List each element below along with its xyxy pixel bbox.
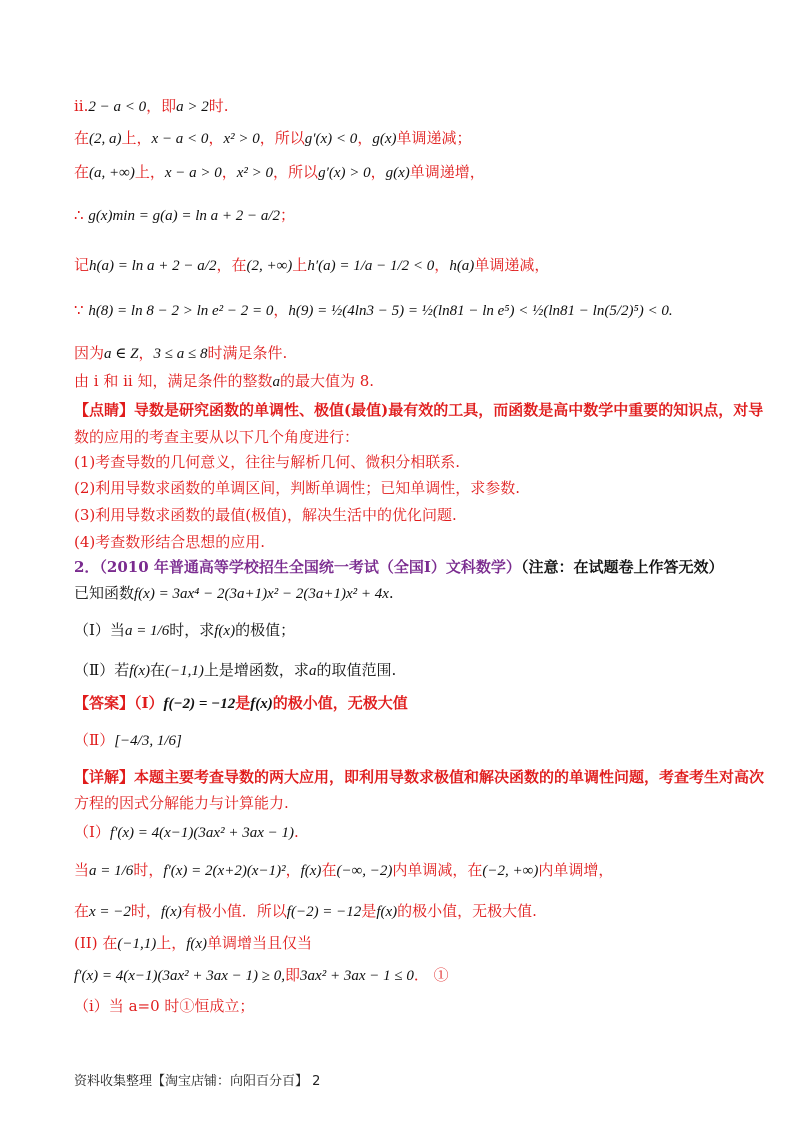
text-segment: （Ⅰ）当 <box>74 621 125 639</box>
math-expression: 3ax² + 3ax − 1 ≤ 0 <box>300 968 414 984</box>
text-segment: ， <box>434 256 450 274</box>
text-segment: ， <box>370 163 386 181</box>
math-expression: f(−2) = −12 <box>163 696 236 712</box>
math-expression: h(a) = ln a + 2 − a/2 <box>89 258 217 274</box>
text-line <box>74 205 295 226</box>
text-line <box>74 557 723 577</box>
text-segment: ，所以 <box>259 129 305 147</box>
math-expression: h(9) = ½(4ln3 − 5) = ½(ln81 − ln e⁵) < ½(ln81 − ln(5/2)⁵) < 0. <box>288 303 673 319</box>
text-segment: ， <box>357 129 373 147</box>
page-footer: 资料收集整理【淘宝店铺：向阳百分百】 2 <box>74 1074 321 1089</box>
text-segment: 因为 <box>74 344 105 362</box>
text-segment: 内单调增， <box>538 861 614 879</box>
text-segment: 时满足条件. <box>207 344 288 362</box>
math-expression: x² > 0 <box>236 165 274 181</box>
text-segment: ， <box>221 163 237 181</box>
text-segment: （注意：在试题卷上作答无效） <box>520 558 724 576</box>
math-expression: g(x) <box>385 165 410 181</box>
math-expression: f′(x) = 2(x+2)(x−1)² <box>163 863 286 879</box>
math-expression: 3 ≤ a ≤ 8 <box>153 346 208 362</box>
text-line <box>74 901 537 922</box>
text-line <box>74 255 549 276</box>
text-line <box>74 478 520 498</box>
text-segment: ， <box>208 129 224 147</box>
math-expression: f(x) <box>160 904 182 920</box>
text-segment: 在 <box>150 661 166 679</box>
math-expression: a > 2 <box>176 99 209 115</box>
text-segment: 是 <box>235 694 251 712</box>
text-segment: 单调递增， <box>409 163 485 181</box>
math-expression: f(x) <box>186 936 208 952</box>
text-line <box>74 822 299 843</box>
text-segment: 时，求 <box>169 621 215 639</box>
text-segment: 时， <box>133 861 164 879</box>
text-segment: ， <box>138 344 154 362</box>
text-line <box>74 965 449 986</box>
math-expression: (−1,1) <box>165 663 204 679</box>
math-expression: (a, +∞) <box>89 165 135 181</box>
text-segment: 【点睛】导数是研究函数的单调性、极值(最值)最有效的工具，而函数是高中数学中重要的知识点，对导 <box>74 401 764 419</box>
text-segment: 是 <box>361 902 377 920</box>
text-segment: 方程的因式分解能力与计算能力. <box>74 794 289 812</box>
math-expression: (2, a) <box>89 131 122 147</box>
text-segment: ，所以 <box>273 163 319 181</box>
text-segment: 由 i 和 ii 知，满足条件的整数 <box>74 372 273 390</box>
math-expression: f(−2) = −12 <box>286 904 362 920</box>
text-segment: ，在 <box>216 256 247 274</box>
math-expression: f(x) = 3ax⁴ − 2(3a+1)x² − 2(3a+1)x² + 4x <box>134 586 389 602</box>
text-segment: 记 <box>74 256 90 274</box>
text-segment: 单调增当且仅当 <box>207 934 313 952</box>
text-segment: (II) 在 <box>74 934 118 952</box>
text-segment: 上， <box>134 163 165 181</box>
text-line <box>74 343 287 364</box>
math-expression: f(x) <box>376 904 398 920</box>
text-segment: ii. <box>74 97 89 115</box>
math-expression: (−∞, −2) <box>336 863 393 879</box>
math-expression: h(8) = ln 8 − 2 > ln e² − 2 = 0 <box>88 303 274 319</box>
text-segment: (4)考查数形结合思想的应用. <box>74 533 266 551</box>
math-expression: a <box>308 663 317 679</box>
text-line <box>74 452 460 472</box>
text-segment: 的极小值，无极大值. <box>397 902 537 920</box>
math-expression: f(x) <box>300 863 322 879</box>
text-segment: ∵ <box>74 301 89 319</box>
text-segment: 在 <box>74 129 90 147</box>
text-segment: (2)利用导数求函数的单调区间，判断单调性；已知单调性，求参数. <box>74 479 521 497</box>
text-segment: (3)利用导数求函数的最值(极值)，解决生活中的优化问题. <box>74 506 457 524</box>
text-segment: . <box>388 584 394 602</box>
text-segment: 上， <box>121 129 152 147</box>
math-expression: g′(x) > 0 <box>318 165 371 181</box>
text-segment: 有极小值．所以 <box>181 902 287 920</box>
text-line <box>74 128 472 149</box>
text-segment: 上， <box>156 934 187 952</box>
math-expression: g(x)min = g(a) = ln a + 2 − a/2 <box>88 208 281 224</box>
text-line <box>74 532 265 552</box>
text-segment: ∴ <box>74 206 89 224</box>
text-line <box>74 620 295 641</box>
math-expression: h′(a) = 1/a − 1/2 < 0 <box>307 258 435 274</box>
text-line <box>74 660 396 681</box>
text-segment: ． ① <box>413 966 449 984</box>
text-segment: 已知函数 <box>74 584 135 602</box>
math-expression: x − a > 0 <box>164 165 222 181</box>
text-line <box>74 400 763 420</box>
text-segment: ； <box>280 206 296 224</box>
text-line <box>74 96 229 117</box>
text-segment: ， <box>285 861 301 879</box>
text-segment: 上是增函数，求 <box>203 661 309 679</box>
text-segment: 的最大值为 8. <box>279 372 375 390</box>
text-segment: 时. <box>208 97 229 115</box>
math-expression: f(x) <box>250 696 273 712</box>
text-line <box>74 996 254 1016</box>
text-segment: 在 <box>74 163 90 181</box>
text-line <box>74 427 359 447</box>
text-segment: 的极小值，无极大值 <box>272 694 408 712</box>
math-expression: f(x) <box>214 623 236 639</box>
math-expression: x² > 0 <box>223 131 260 147</box>
text-segment: 在 <box>74 902 90 920</box>
math-expression: (2, +∞) <box>246 258 293 274</box>
text-segment: 数的应用的考查主要从以下几个角度进行： <box>74 428 360 446</box>
math-expression: [−4/3, 1/6] <box>114 733 182 749</box>
math-expression: h(a) <box>449 258 475 274</box>
math-expression: f′(x) = 4(x−1)(3ax² + 3ax − 1) <box>109 825 294 841</box>
math-expression: x = −2 <box>89 904 131 920</box>
text-segment: 【详解】本题主要考查导数的两大应用，即利用导数求极值和解决函数的的单调性问题，考查考生对高次 <box>74 768 765 786</box>
math-expression: g′(x) < 0 <box>304 131 358 147</box>
text-segment: 的极值； <box>235 621 296 639</box>
text-segment: . <box>293 823 299 841</box>
text-line <box>74 162 485 183</box>
text-segment: （Ⅱ）若 <box>74 661 130 679</box>
text-segment: 内单调减，在 <box>392 861 483 879</box>
math-expression: a = 1/6 <box>124 623 170 639</box>
math-expression: (−1,1) <box>117 936 157 952</box>
text-segment: 【答案】（Ⅰ） <box>74 694 164 712</box>
text-line <box>74 860 613 881</box>
text-segment: 时， <box>130 902 161 920</box>
text-line <box>74 933 312 954</box>
text-line <box>74 300 673 321</box>
text-line <box>74 693 408 714</box>
text-segment: （i）当 a=0 时①恒成立； <box>74 997 255 1015</box>
math-expression: (−2, +∞) <box>482 863 539 879</box>
text-segment: ， <box>273 301 289 319</box>
math-expression: f′(x) = 4(x−1)(3ax² + 3ax − 1) ≥ 0, <box>74 968 286 984</box>
text-line <box>74 505 457 525</box>
text-line <box>74 371 374 392</box>
text-line <box>74 793 289 813</box>
text-segment: 单调递减， <box>474 256 550 274</box>
text-line <box>74 583 394 604</box>
text-line <box>74 767 764 787</box>
text-segment: 2．（2010 年普通高等学校招生全国统一考试（全国Ⅰ）文科数学） <box>74 558 521 576</box>
text-segment: 即 <box>285 966 301 984</box>
text-segment: 在 <box>321 861 337 879</box>
text-segment: （Ⅰ） <box>74 823 110 841</box>
math-expression: a <box>272 374 280 390</box>
math-expression: a ∈ Z <box>104 346 139 362</box>
text-segment: 单调递减； <box>396 129 472 147</box>
math-expression: 2 − a < 0 <box>88 99 147 115</box>
math-expression: f(x) <box>129 663 151 679</box>
text-segment: (1)考查导数的几何意义，往往与解析几何、微积分相联系. <box>74 453 461 471</box>
text-segment: 的取值范围. <box>316 661 397 679</box>
text-segment: ，即 <box>146 97 177 115</box>
text-line <box>74 730 182 751</box>
text-segment: 当 <box>74 861 90 879</box>
math-expression: x − a < 0 <box>151 131 209 147</box>
math-expression: a = 1/6 <box>89 863 134 879</box>
text-segment: 上 <box>292 256 308 274</box>
math-expression: g(x) <box>372 131 397 147</box>
text-segment: （Ⅱ） <box>74 731 115 749</box>
